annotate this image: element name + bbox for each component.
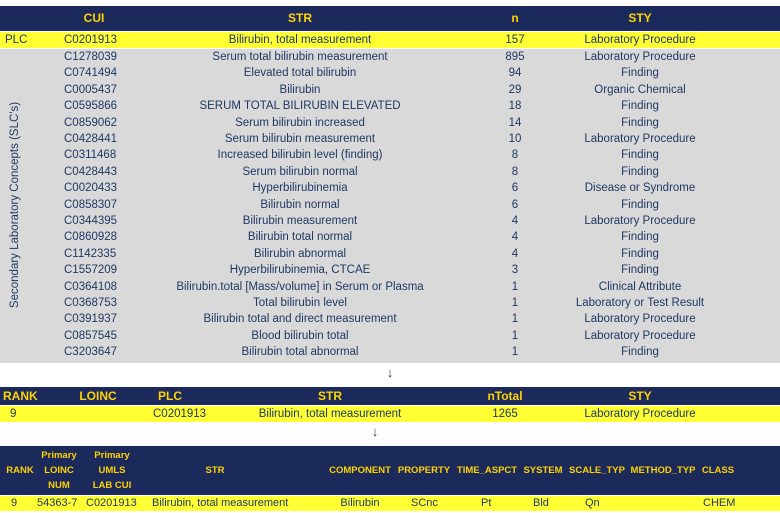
bot-header-umls	[84, 448, 140, 493]
bot-header-time-aspct: TIME_ASPCT	[456, 465, 518, 476]
slc-row-n: 1	[511, 346, 519, 359]
bot-class: CHEM	[703, 497, 736, 509]
slc-row-str: Bilirubin total and direct measurement	[203, 313, 397, 326]
slc-row-cui: C0364108	[64, 280, 118, 293]
bot-header-system: SYSTEM	[523, 465, 563, 476]
slc-row-str: Blood bilirubin total	[251, 329, 349, 342]
bot-header-loinc	[36, 448, 82, 493]
slc-row-n: 6	[511, 182, 519, 195]
slc-row-sty: Laboratory Procedure	[584, 313, 696, 326]
bot-str: Bilirubin, total measurement	[152, 497, 289, 509]
slc-row-n: 1	[511, 297, 519, 309]
bot-scale-typ: Qn	[585, 497, 600, 509]
slc-row-cui: C0857545	[64, 329, 118, 342]
slc-row-sty: Clinical Attribute	[598, 280, 682, 293]
slc-row-cui: C0858307	[64, 198, 118, 211]
bot-system: Bld	[533, 497, 549, 509]
slc-row-sty: Laboratory Procedure	[584, 133, 696, 145]
plc-sty: Laboratory Procedure	[584, 34, 696, 46]
bot-header-rank: RANK	[6, 465, 34, 476]
bot-header-property: PROPERTY	[397, 465, 451, 476]
bot-header-str: STR	[205, 465, 225, 476]
slc-row-str: Bilirubin	[279, 83, 321, 96]
slc-row-cui: C0428441	[64, 133, 118, 145]
mid-header-loinc: LOINC	[79, 389, 117, 403]
slc-row-str: Bilirubin normal	[260, 198, 340, 211]
slc-row-sty: Finding	[621, 67, 659, 80]
slc-row-n: 4	[511, 215, 519, 227]
down-arrow-icon: ↓	[371, 424, 379, 439]
slc-row-sty: Disease or Syndrome	[584, 182, 696, 195]
bot-header-method-typ: METHOD_TYP	[630, 465, 696, 476]
slc-row-cui: C0595866	[64, 100, 118, 113]
slc-row-cui: C0859062	[64, 116, 118, 129]
slc-row-sty: Finding	[621, 165, 659, 178]
slc-row-sty: Finding	[621, 231, 659, 244]
slc-row-str: Serum total bilirubin measurement	[212, 51, 388, 63]
slc-row-cui: C0005437	[64, 83, 118, 96]
bot-component: Bilirubin	[340, 497, 380, 509]
bot-rank: 9	[11, 497, 18, 509]
slc-row-str: Serum bilirubin increased	[235, 116, 365, 129]
slc-row-str: Bilirubin.total [Mass/volume] in Serum or Plasma	[176, 280, 424, 293]
col-header-n: n	[511, 11, 519, 25]
slc-row-n: 1	[511, 313, 519, 326]
slc-row-sty: Organic Chemical	[594, 83, 686, 96]
bot-time-aspct: Pt	[481, 497, 492, 509]
down-arrow-icon: ↓	[386, 365, 394, 380]
bot-loinc: 54363-7	[37, 497, 78, 509]
slc-row-n: 14	[508, 116, 522, 129]
slc-row-sty: Laboratory Procedure	[584, 51, 696, 63]
slc-row-str: Elevated total bilirubin	[243, 67, 357, 80]
bot-header-class: CLASS	[701, 465, 735, 476]
slc-row-str: Hyperbilirubinemia	[252, 182, 348, 195]
slc-row-str: Bilirubin measurement	[242, 215, 358, 227]
slc-row-sty: Laboratory or Test Result	[575, 297, 705, 309]
slc-row-sty: Finding	[621, 247, 659, 260]
col-header-sty: STY	[628, 11, 652, 25]
mid-ntotal: 1265	[492, 408, 518, 420]
bot-header-loinc-l1: Primary	[41, 450, 77, 461]
slc-row-cui: C1142335	[64, 247, 117, 260]
slc-row-str: Total bilirubin level	[253, 297, 347, 309]
bot-header-umls-l2: UMLS	[98, 465, 126, 476]
slc-row-str: SERUM TOTAL BILIRUBIN ELEVATED	[199, 100, 401, 113]
bot-header-umls-l3: LAB CUI	[92, 480, 132, 491]
bot-header-loinc-l3: NUM	[48, 480, 70, 491]
slc-row-cui: C0020433	[64, 182, 118, 195]
bot-property: SCnc	[411, 497, 438, 509]
slc-row-str: Serum bilirubin normal	[242, 165, 358, 178]
slc-row-cui: C1557209	[64, 264, 118, 277]
slc-row-cui: C0311468	[64, 149, 117, 162]
slc-row-cui: C0391937	[64, 313, 118, 326]
slc-row-n: 29	[508, 83, 522, 96]
plc-n: 157	[505, 34, 525, 46]
slc-row-cui: C0741494	[64, 67, 118, 80]
slc-row-sty: Finding	[621, 149, 659, 162]
slc-row-n: 895	[505, 51, 525, 63]
mid-header-str: STR	[318, 389, 342, 403]
plc-str: Bilirubin, total measurement	[228, 34, 372, 46]
slc-row-cui: C0860928	[64, 231, 118, 244]
plc-cui: C0201913	[64, 34, 118, 46]
slc-row-sty: Laboratory Procedure	[584, 215, 696, 227]
mid-header-sty: STY	[628, 389, 652, 403]
slc-vertical-label: Secondary Laboratory Concepts (SLC's)	[9, 101, 21, 309]
slc-row-cui: C0428443	[64, 165, 118, 178]
slc-row-n: 4	[511, 247, 519, 260]
mid-rank: 9	[10, 408, 17, 420]
slc-row-n: 8	[511, 165, 519, 178]
slc-row-n: 1	[511, 329, 519, 342]
slc-row-str: Bilirubin abnormal	[253, 247, 347, 260]
bot-header-loinc-l2: LOINC	[44, 465, 74, 476]
slc-row-cui: C0344395	[64, 215, 118, 227]
slc-row-cui: C1278039	[64, 51, 118, 63]
col-header-str: STR	[288, 11, 312, 25]
slc-row-sty: Finding	[621, 264, 659, 277]
slc-row-str: Hyperbilirubinemia, CTCAE	[229, 264, 371, 277]
mid-header-plc: PLC	[158, 389, 182, 403]
col-header-cui: CUI	[83, 11, 105, 25]
slc-row-sty: Finding	[621, 346, 659, 359]
slc-row-sty: Finding	[621, 116, 659, 129]
mid-header-ntotal: nTotal	[487, 389, 523, 403]
bot-header-scale-typ: SCALE_TYP	[569, 465, 625, 476]
bot-header-component: COMPONENT	[329, 465, 391, 476]
slc-row-sty: Finding	[621, 100, 659, 113]
slc-row-n: 94	[508, 67, 522, 80]
bot-header-umls-l1: Primary	[94, 450, 130, 461]
slc-row-str: Bilirubin total abnormal	[241, 346, 359, 359]
bot-umls: C0201913	[86, 497, 137, 509]
slc-row-sty: Laboratory Procedure	[584, 329, 696, 342]
mid-plc: C0201913	[153, 408, 207, 420]
slc-row-cui: C3203647	[64, 346, 118, 359]
slc-row-n: 6	[511, 198, 519, 211]
mid-sty: Laboratory Procedure	[584, 408, 696, 420]
slc-row-n: 1	[511, 280, 519, 293]
slc-row-n: 18	[508, 100, 522, 113]
slc-row-str: Bilirubin total normal	[247, 231, 353, 244]
slc-row-n: 10	[508, 133, 522, 145]
slc-row-n: 3	[511, 264, 519, 277]
slc-row-cui: C0368753	[64, 297, 118, 309]
slc-row-n: 8	[511, 149, 519, 162]
slc-row-str: Increased bilirubin level (finding)	[217, 149, 383, 162]
slc-row-sty: Finding	[621, 198, 659, 211]
mid-str: Bilirubin, total measurement	[258, 408, 402, 420]
slc-row-n: 4	[511, 231, 519, 244]
slc-row-str: Serum bilirubin measurement	[224, 133, 376, 145]
plc-label: PLC	[5, 34, 28, 46]
mid-header-rank: RANK	[3, 389, 38, 403]
